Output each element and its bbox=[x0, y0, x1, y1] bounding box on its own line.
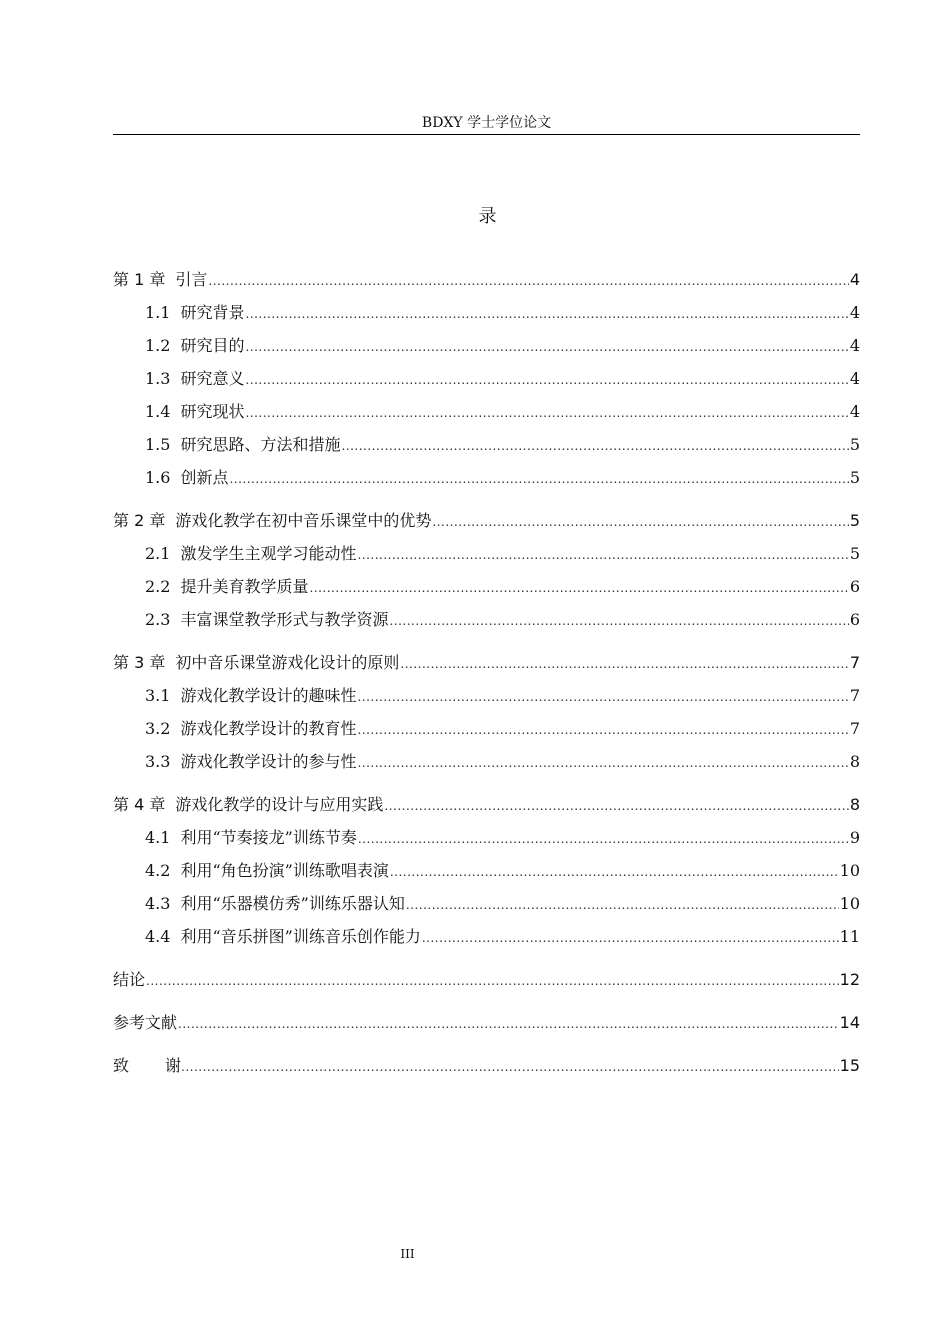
toc-entry-page: 11 bbox=[839, 927, 860, 946]
toc-chapter-4[interactable] bbox=[113, 794, 860, 817]
toc-entry-number: 4.3 bbox=[145, 894, 171, 913]
toc-entry-page: 5 bbox=[849, 468, 860, 487]
toc-acknowledgements[interactable] bbox=[113, 1055, 860, 1078]
toc-section-4-4[interactable] bbox=[113, 926, 860, 949]
toc-entry-page: 14 bbox=[839, 1013, 860, 1032]
toc-entry-page: 10 bbox=[839, 861, 860, 880]
toc-entry-label: 研究现状 bbox=[180, 402, 245, 421]
toc-entry-label: 创新点 bbox=[180, 468, 229, 487]
toc-entry-number: 4.2 bbox=[145, 861, 171, 880]
toc-section-4-1[interactable] bbox=[113, 827, 860, 850]
toc-entry-label: 结论 bbox=[113, 970, 146, 989]
toc-entry-label: 利用“角色扮演”训练歌唱表演 bbox=[180, 861, 389, 880]
toc-entry-label: 游戏化教学设计的参与性 bbox=[180, 752, 357, 771]
toc-leader-dots bbox=[245, 402, 848, 424]
toc-entry-label: 利用“乐器模仿秀”训练乐器认知 bbox=[180, 894, 405, 913]
toc-section-3-3[interactable] bbox=[113, 751, 860, 774]
toc-entry-page: 5 bbox=[849, 511, 860, 530]
toc-section-1-1[interactable] bbox=[113, 302, 860, 325]
toc-leader-dots bbox=[309, 577, 848, 599]
toc-title: 录 bbox=[478, 206, 497, 227]
page-number: III bbox=[400, 1247, 415, 1261]
toc-leader-dots bbox=[357, 719, 848, 741]
toc-leader-dots bbox=[146, 970, 839, 992]
toc-entry-number: 3.2 bbox=[145, 719, 171, 738]
toc-entry-label: 利用“节奏接龙”训练节奏 bbox=[180, 828, 357, 847]
toc-entry-number: 2.3 bbox=[145, 610, 171, 629]
toc-entry-page: 4 bbox=[849, 336, 860, 355]
toc-entry-label: 游戏化教学设计的趣味性 bbox=[180, 686, 357, 705]
toc-section-2-1[interactable] bbox=[113, 543, 860, 566]
toc-entry-page: 8 bbox=[849, 795, 860, 814]
toc-entry-page: 4 bbox=[849, 369, 860, 388]
toc-entry-number: 第 2 章 bbox=[113, 511, 166, 530]
toc-entry-label: 游戏化教学的设计与应用实践 bbox=[175, 795, 384, 814]
toc-entry-number: 第 1 章 bbox=[113, 270, 166, 289]
toc-entry-number: 1.4 bbox=[145, 402, 171, 421]
toc-section-2-2[interactable] bbox=[113, 576, 860, 599]
header-rule bbox=[113, 134, 860, 135]
toc-entry-label: 利用“音乐拼图”训练音乐创作能力 bbox=[180, 927, 421, 946]
toc-references[interactable] bbox=[113, 1012, 860, 1035]
toc-entry-number: 2.1 bbox=[145, 544, 171, 563]
toc-entry-number: 3.1 bbox=[145, 686, 171, 705]
toc-entry-page: 4 bbox=[849, 270, 860, 289]
toc-entry-number: 1.1 bbox=[145, 303, 171, 322]
table-of-contents bbox=[113, 269, 860, 1078]
toc-entry-number: 第 4 章 bbox=[113, 795, 166, 814]
toc-section-3-2[interactable] bbox=[113, 718, 860, 741]
toc-entry-label: 致谢 bbox=[113, 1056, 218, 1075]
toc-section-2-3[interactable] bbox=[113, 609, 860, 632]
toc-entry-label: 激发学生主观学习能动性 bbox=[180, 544, 357, 563]
toc-section-1-6[interactable] bbox=[113, 467, 860, 490]
toc-section-4-2[interactable] bbox=[113, 860, 860, 883]
toc-section-4-3[interactable] bbox=[113, 893, 860, 916]
toc-leader-dots bbox=[384, 795, 848, 817]
toc-entry-page: 4 bbox=[849, 303, 860, 322]
toc-entry-number: 1.6 bbox=[145, 468, 171, 487]
toc-conclusion[interactable] bbox=[113, 969, 860, 992]
toc-entry-page: 7 bbox=[849, 719, 860, 738]
toc-entry-page: 5 bbox=[849, 435, 860, 454]
toc-entry-label: 研究目的 bbox=[180, 336, 245, 355]
toc-entry-label: 引言 bbox=[175, 270, 208, 289]
toc-leader-dots bbox=[389, 610, 848, 632]
toc-entry-page: 9 bbox=[849, 828, 860, 847]
toc-chapter-3[interactable] bbox=[113, 652, 860, 675]
toc-leader-dots bbox=[245, 336, 848, 358]
toc-entry-label: 研究意义 bbox=[180, 369, 245, 388]
toc-section-3-1[interactable] bbox=[113, 685, 860, 708]
toc-leader-dots bbox=[422, 927, 839, 949]
toc-leader-dots bbox=[358, 828, 849, 850]
toc-entry-label: 游戏化教学在初中音乐课堂中的优势 bbox=[175, 511, 432, 530]
toc-entry-label: 研究背景 bbox=[180, 303, 245, 322]
toc-entry-page: 7 bbox=[849, 686, 860, 705]
toc-entry-label: 参考文献 bbox=[113, 1013, 178, 1032]
toc-leader-dots bbox=[178, 1013, 839, 1035]
toc-entry-number: 4.1 bbox=[145, 828, 171, 847]
toc-entry-page: 6 bbox=[849, 577, 860, 596]
toc-section-1-4[interactable] bbox=[113, 401, 860, 424]
toc-leader-dots bbox=[357, 752, 848, 774]
toc-entry-number: 第 3 章 bbox=[113, 653, 166, 672]
toc-entry-page: 5 bbox=[849, 544, 860, 563]
toc-leader-dots bbox=[208, 270, 848, 292]
toc-entry-page: 10 bbox=[839, 894, 860, 913]
toc-entry-label: 提升美育教学质量 bbox=[180, 577, 309, 596]
toc-chapter-1[interactable] bbox=[113, 269, 860, 292]
toc-entry-page: 4 bbox=[849, 402, 860, 421]
toc-entry-number: 1.5 bbox=[145, 435, 171, 454]
toc-entry-number: 2.2 bbox=[145, 577, 171, 596]
toc-entry-page: 15 bbox=[839, 1056, 860, 1075]
running-header: BDXY 学士学位论文 bbox=[421, 115, 552, 131]
toc-entry-page: 8 bbox=[849, 752, 860, 771]
toc-leader-dots bbox=[181, 1056, 839, 1078]
toc-entry-page: 12 bbox=[839, 970, 860, 989]
toc-leader-dots bbox=[400, 653, 848, 675]
toc-leader-dots bbox=[357, 686, 848, 708]
toc-entry-number: 1.3 bbox=[145, 369, 171, 388]
toc-entry-label: 研究思路、方法和措施 bbox=[180, 435, 341, 454]
toc-entry-page: 6 bbox=[849, 610, 860, 629]
toc-entry-label: 初中音乐课堂游戏化设计的原则 bbox=[175, 653, 400, 672]
toc-leader-dots bbox=[341, 435, 848, 457]
toc-entry-number: 4.4 bbox=[145, 927, 171, 946]
toc-leader-dots bbox=[357, 544, 848, 566]
toc-leader-dots bbox=[229, 468, 848, 490]
toc-leader-dots bbox=[245, 303, 848, 325]
toc-entry-page: 7 bbox=[849, 653, 860, 672]
toc-leader-dots bbox=[432, 511, 848, 533]
toc-entry-label: 丰富课堂教学形式与教学资源 bbox=[180, 610, 389, 629]
toc-section-1-3[interactable] bbox=[113, 368, 860, 391]
toc-entry-number: 1.2 bbox=[145, 336, 171, 355]
toc-entry-number: 3.3 bbox=[145, 752, 171, 771]
toc-section-1-2[interactable] bbox=[113, 335, 860, 358]
toc-entry-label: 游戏化教学设计的教育性 bbox=[180, 719, 357, 738]
toc-leader-dots bbox=[390, 861, 839, 883]
toc-leader-dots bbox=[245, 369, 848, 391]
toc-leader-dots bbox=[406, 894, 839, 916]
toc-section-1-5[interactable] bbox=[113, 434, 860, 457]
toc-chapter-2[interactable] bbox=[113, 510, 860, 533]
